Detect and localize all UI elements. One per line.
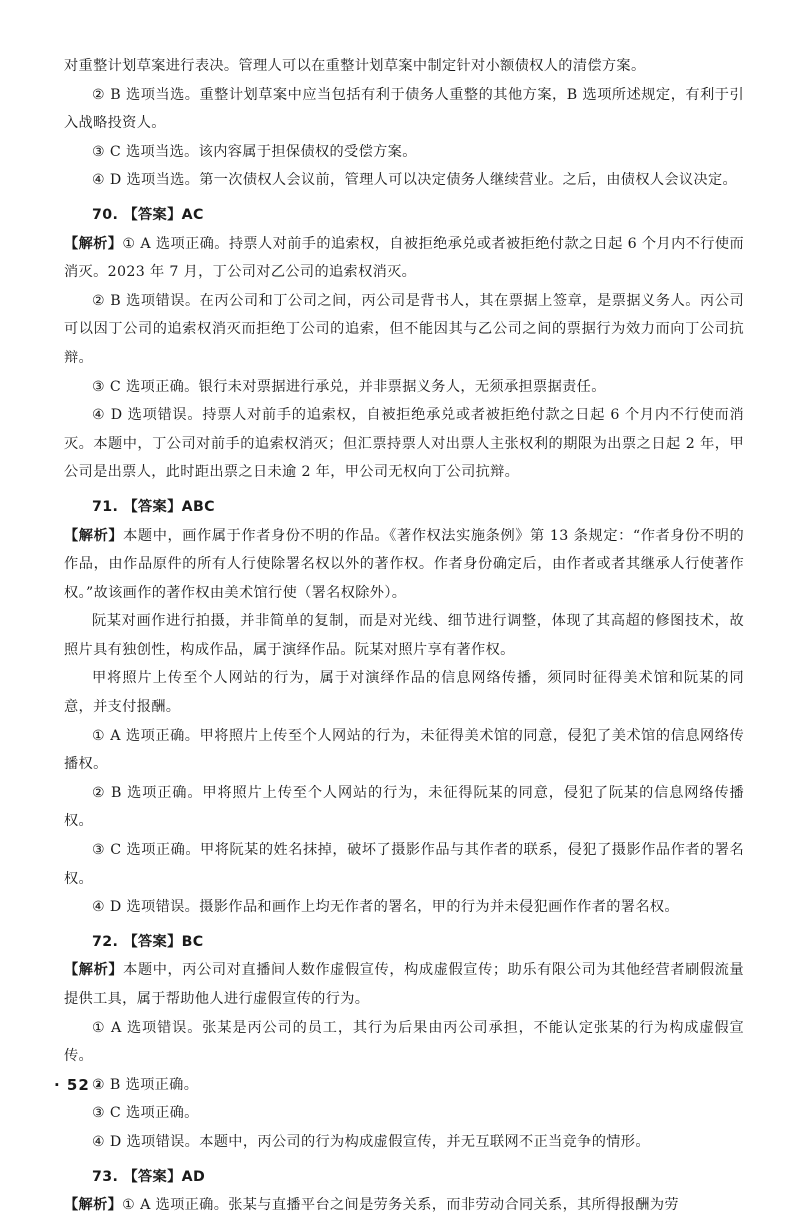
- analysis-72-option-b: ② B 选项正确。: [92, 1076, 199, 1093]
- analysis-text: 本题中，画作属于作者身份不明的作品。《著作权法实施条例》第 13 条规定：“作者身份不明的作品，由作品原件的所有人行使除署名权以外的著作权。作者身份确定后，由作者或者其继承人行使著作权。”故该画作的著作权由美术馆行使（署名权除外）。: [64, 527, 744, 601]
- analysis-text: ① A 选项正确。张某与直播平台之间是劳务关系，而非劳动合同关系，其所得报酬为劳: [122, 1197, 679, 1214]
- analysis-label: 【解析】: [64, 1197, 123, 1214]
- analysis-70-option-d: ④ D 选项错误。持票人对前手的追索权，自被拒绝承兑或者被拒绝付款之日起 6 个月内不行使而消灭。本题中，丁公司对前手的追索权消灭；但汇票持票人对出票人主张权利的期限为出票之日起 2 年，甲公司是出票人，此时距出票之日未逾 2 年，甲公司无权向丁公司抗辩。: [64, 407, 744, 481]
- analysis-72-intro: [64, 956, 744, 1013]
- answer-71: 71. 【答案】ABC: [92, 498, 215, 515]
- option-b-explanation: ② B 选项当选。重整计划草案中应当包括有利于债务人重整的其他方案，B 选项所述规定，有利于引入战略投资人。: [64, 86, 744, 132]
- analysis-73-option-a: [64, 1191, 744, 1220]
- analysis-71-paragraph-2: 阮某对画作进行拍摄，并非简单的复制，而是对光线、细节进行调整，体现了其高超的修图技术，故照片具有独创性，构成作品，属于演绎作品。阮某对照片享有著作权。: [64, 613, 744, 658]
- analysis-71-paragraph-3: 甲将照片上传至个人网站的行为，属于对演绎作品的信息网络传播，须同时征得美术馆和阮某的同意，并支付报酬。: [64, 670, 744, 716]
- analysis-70-option-c: ③ C 选项正确。银行未对票据进行承兑，并非票据义务人，无须承担票据责任。: [92, 378, 606, 395]
- analysis-text: ① A 选项正确。持票人对前手的追索权，自被拒绝承兑或者被拒绝付款之日起 6 个月内不行使而消灭。2023 年 7 月，丁公司对乙公司的追索权消灭。: [64, 235, 744, 281]
- analysis-71-option-c: ③ C 选项正确。甲将阮某的姓名抹掉，破坏了摄影作品与其作者的联系，侵犯了摄影作品作者的署名权。: [64, 842, 744, 887]
- analysis-70-option-a: [64, 230, 744, 287]
- analysis-72-option-c: ③ C 选项正确。: [92, 1105, 199, 1122]
- analysis-71-option-d: ④ D 选项错误。摄影作品和画作上均无作者的署名，甲的行为并未侵犯画作作者的署名权。: [92, 899, 679, 916]
- analysis-72-option-d: ④ D 选项错误。本题中，丙公司的行为构成虚假宣传，并无互联网不正当竞争的情形。: [92, 1133, 650, 1150]
- continued-paragraph: 对重整计划草案进行表决。管理人可以在重整计划草案中制定针对小额债权人的清偿方案。: [64, 58, 646, 74]
- analysis-71-option-a: ① A 选项正确。甲将照片上传至个人网站的行为，未征得美术馆的同意，侵犯了美术馆的信息网络传播权。: [64, 727, 744, 773]
- option-d-explanation: ④ D 选项当选。第一次债权人会议前，管理人可以决定债务人继续营业。之后，由债权人会议决定。: [92, 172, 738, 189]
- answer-72: 72. 【答案】BC: [92, 933, 204, 950]
- page-number: · 52 ·: [54, 1076, 103, 1094]
- analysis-label: 【解析】: [64, 962, 124, 979]
- analysis-text: 本题中，丙公司对直播间人数作虚假宣传，构成虚假宣传；助乐有限公司为其他经营者刷假流量提供工具，属于帮助他人进行虚假宣传的行为。: [64, 962, 744, 1007]
- option-c-explanation: ③ C 选项当选。该内容属于担保债权的受偿方案。: [92, 143, 417, 160]
- analysis-72-option-a: ① A 选项错误。张某是丙公司的员工，其行为后果由丙公司承担，不能认定张某的行为构成虚假宣传。: [64, 1019, 744, 1065]
- analysis-70-option-b: ② B 选项错误。在丙公司和丁公司之间，丙公司是背书人，其在票据上签章，是票据义务人。丙公司可以因丁公司的追索权消灭而拒绝丁公司的追索，但不能因其与乙公司之间的票据行为效力而向丁公司抗辩。: [64, 292, 744, 366]
- analysis-label: 【解析】: [64, 527, 124, 544]
- analysis-71-intro: [64, 522, 744, 608]
- answer-70: 70. 【答案】AC: [92, 206, 204, 223]
- answer-73: 73. 【答案】AD: [92, 1168, 206, 1185]
- analysis-label: 【解析】: [64, 235, 123, 252]
- analysis-71-option-b: ② B 选项正确。甲将照片上传至个人网站的行为，未征得阮某的同意，侵犯了阮某的信息网络传播权。: [64, 784, 744, 830]
- page-content: [64, 52, 744, 1220]
